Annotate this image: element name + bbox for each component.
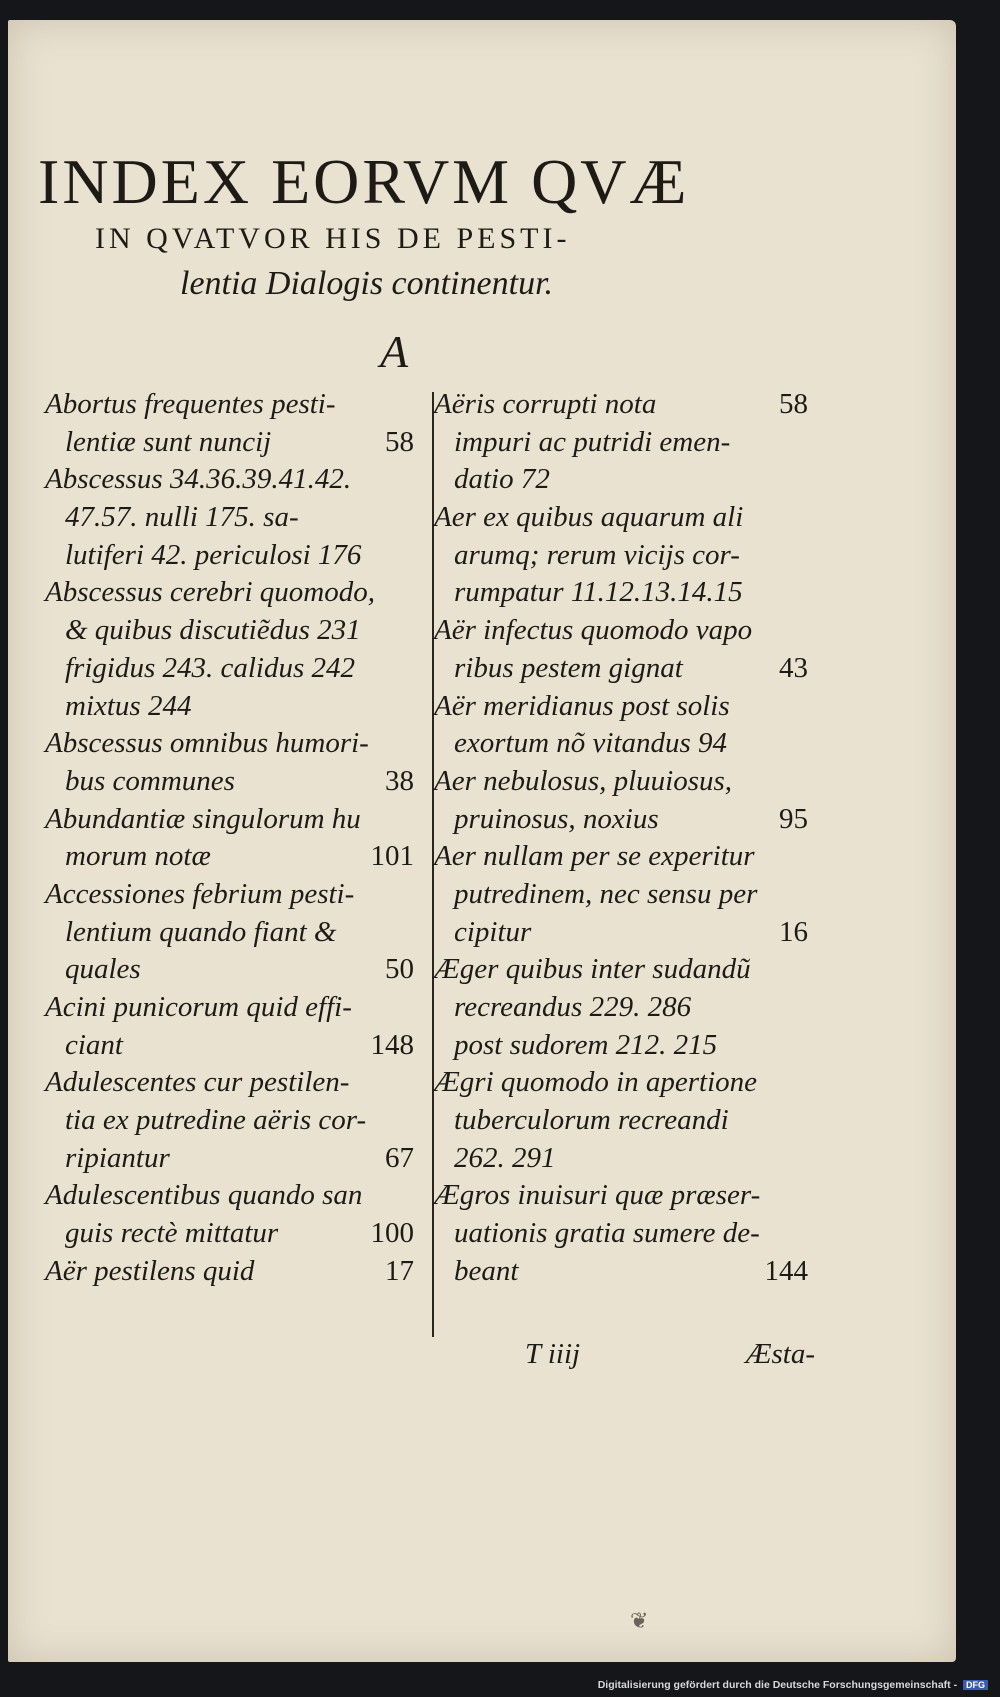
entry-text: pruinosus, noxius (454, 802, 659, 835)
entry-text: Ægri quomodo in apertione (434, 1066, 758, 1099)
entry-text: beant (454, 1254, 519, 1287)
index-entry-line (45, 951, 420, 989)
index-entry-line (45, 725, 420, 763)
index-title: INDEX EORVM QVÆ (38, 146, 690, 217)
index-entry-line (434, 386, 814, 424)
entry-text: recreandus 229. 286 (454, 991, 692, 1023)
index-entry-line (434, 1027, 814, 1065)
entry-text: 47.57. nulli 175. sa- (65, 501, 299, 534)
entry-text: guis rectè mittatur (65, 1217, 279, 1250)
entry-text: & quibus discutiẽdus 231 (65, 614, 361, 647)
index-entry-line (434, 612, 814, 650)
entry-text: datio 72 (454, 463, 550, 496)
index-entry-line (434, 725, 814, 763)
index-entry-line (45, 1253, 420, 1291)
index-entry-line (434, 688, 814, 726)
index-entry-line (45, 424, 420, 462)
entry-text: post sudorem 212. 215 (454, 1028, 718, 1061)
entry-text: Aër meridianus post solis (434, 689, 730, 722)
index-entry-line (434, 461, 814, 499)
entry-text: morum notæ (65, 840, 211, 873)
entry-text: arumq; rerum vicijs cor- (454, 538, 740, 571)
index-entry-line (434, 876, 814, 914)
digitization-credit (598, 1679, 988, 1691)
index-entry-line (45, 1215, 420, 1253)
index-entry-line (45, 1140, 420, 1178)
left-index-column (45, 386, 420, 1291)
index-entry-line (434, 1253, 814, 1291)
index-entry-line (434, 650, 814, 688)
page-footer-catchline (525, 1338, 815, 1371)
index-entry-line (434, 1215, 814, 1253)
index-entry-line (45, 1027, 420, 1065)
page-number: 67 (385, 1141, 414, 1174)
page-number: 58 (779, 388, 808, 420)
entry-text: lutiferi 42. periculosi 176 (65, 538, 362, 571)
dfg-logo-badge: DFG (963, 1680, 988, 1690)
entry-text: ripiantur (65, 1141, 170, 1174)
page-number: 16 (779, 915, 808, 948)
index-entry-line (434, 989, 814, 1027)
index-entry-line (434, 763, 814, 801)
entry-text: putredinem, nec sensu per (454, 877, 758, 910)
entry-text: tuberculorum recreandi (454, 1104, 729, 1137)
entry-text: quales (65, 953, 141, 986)
entry-text: Aer ex quibus aquarum ali (434, 501, 744, 534)
entry-text: bus communes (65, 764, 235, 797)
index-entry-line (45, 763, 420, 801)
index-entry-line (434, 838, 814, 876)
page-number: 17 (385, 1254, 414, 1287)
entry-text: exortum nõ vitandus 94 (454, 727, 728, 760)
index-entry-line (434, 951, 814, 989)
entry-text: mixtus 244 (65, 689, 192, 722)
entry-text: Adulescentibus quando san (45, 1179, 363, 1212)
index-subtitle-italic: lentia Dialogis continentur. (180, 265, 554, 302)
right-index-column (434, 386, 814, 1291)
entry-text: lentium quando fiant & (65, 915, 337, 948)
entry-text: Abundantiæ singulorum hu (45, 802, 361, 835)
page-number: 50 (385, 953, 414, 986)
entry-text: Abscessus omnibus humori- (45, 727, 369, 760)
entry-text: impuri ac putridi emen- (454, 425, 731, 458)
index-entry-line (45, 1064, 420, 1102)
entry-text: Aëris corrupti nota (434, 388, 657, 420)
entry-text: Aer nullam per se experitur (434, 840, 755, 873)
credit-text: Digitalisierung gefördert durch die Deutsche Forschungsgemeinschaft - (597, 1679, 958, 1691)
entry-text: Abscessus 34.36.39.41.42. (45, 463, 352, 496)
index-entry-line (45, 1177, 420, 1215)
index-subtitle: IN QVATVOR HIS DE PESTI- (95, 222, 571, 255)
entry-text: Acini punicorum quid effi- (45, 991, 352, 1023)
entry-text: Æger quibus inter sudandũ (434, 953, 751, 986)
page-number: 148 (370, 1028, 414, 1061)
index-entry-line (434, 914, 814, 952)
entry-text: Abscessus cerebri quomodo, (45, 576, 375, 609)
entry-text: 262. 291 (454, 1141, 556, 1174)
entry-text: Aër pestilens quid (45, 1254, 255, 1287)
catchword: Æsta- (745, 1338, 815, 1370)
page-number: 38 (385, 764, 414, 797)
index-entry-line (45, 499, 420, 537)
page-number: 101 (370, 840, 414, 873)
entry-text: tia ex putredine aëris cor- (65, 1104, 367, 1137)
section-letter: A (380, 326, 409, 377)
entry-text: lentiæ sunt nuncij (65, 425, 272, 458)
page-number: 144 (764, 1254, 808, 1287)
entry-text: Ægros inuisuri quæ præser- (434, 1179, 761, 1212)
entry-text: ribus pestem gignat (454, 651, 683, 684)
entry-text: ciant (65, 1028, 123, 1061)
entry-text: Accessiones febrium pesti- (45, 877, 355, 910)
page-number: 100 (370, 1217, 414, 1250)
entry-text: Abortus frequentes pesti- (45, 388, 336, 420)
index-entry-line (434, 1102, 814, 1140)
index-entry-line (45, 537, 420, 575)
entry-text: Adulescentes cur pestilen- (45, 1066, 350, 1099)
index-entry-line (45, 801, 420, 839)
index-entry-line (45, 612, 420, 650)
index-entry-line (434, 537, 814, 575)
entry-text: Aër infectus quomodo vapo (434, 614, 753, 647)
index-entry-line (434, 574, 814, 612)
index-entry-line (434, 499, 814, 537)
ornament-icon: ❦ (630, 1608, 649, 1633)
page-number: 58 (385, 425, 414, 458)
index-entry-line (45, 386, 420, 424)
index-entry-line (45, 876, 420, 914)
index-entry-line (45, 914, 420, 952)
index-entry-line (45, 574, 420, 612)
index-entry-line (45, 1102, 420, 1140)
index-entry-line (45, 838, 420, 876)
entry-text: rumpatur 11.12.13.14.15 (454, 576, 743, 609)
index-entry-line (45, 650, 420, 688)
page-number: 95 (779, 802, 808, 835)
index-entry-line (45, 688, 420, 726)
index-entry-line (45, 461, 420, 499)
entry-text: Aer nebulosus, pluuiosus, (434, 764, 733, 797)
index-entry-line (434, 1064, 814, 1102)
index-entry-line (434, 424, 814, 462)
page-number: 43 (779, 651, 808, 684)
index-entry-line (434, 801, 814, 839)
entry-text: uationis gratia sumere de- (454, 1217, 760, 1250)
signature-mark: T iiij (525, 1338, 581, 1370)
entry-text: frigidus 243. calidus 242 (65, 651, 356, 684)
index-entry-line (45, 989, 420, 1027)
index-entry-line (434, 1177, 814, 1215)
entry-text: cipitur (454, 915, 532, 948)
index-entry-line (434, 1140, 814, 1178)
